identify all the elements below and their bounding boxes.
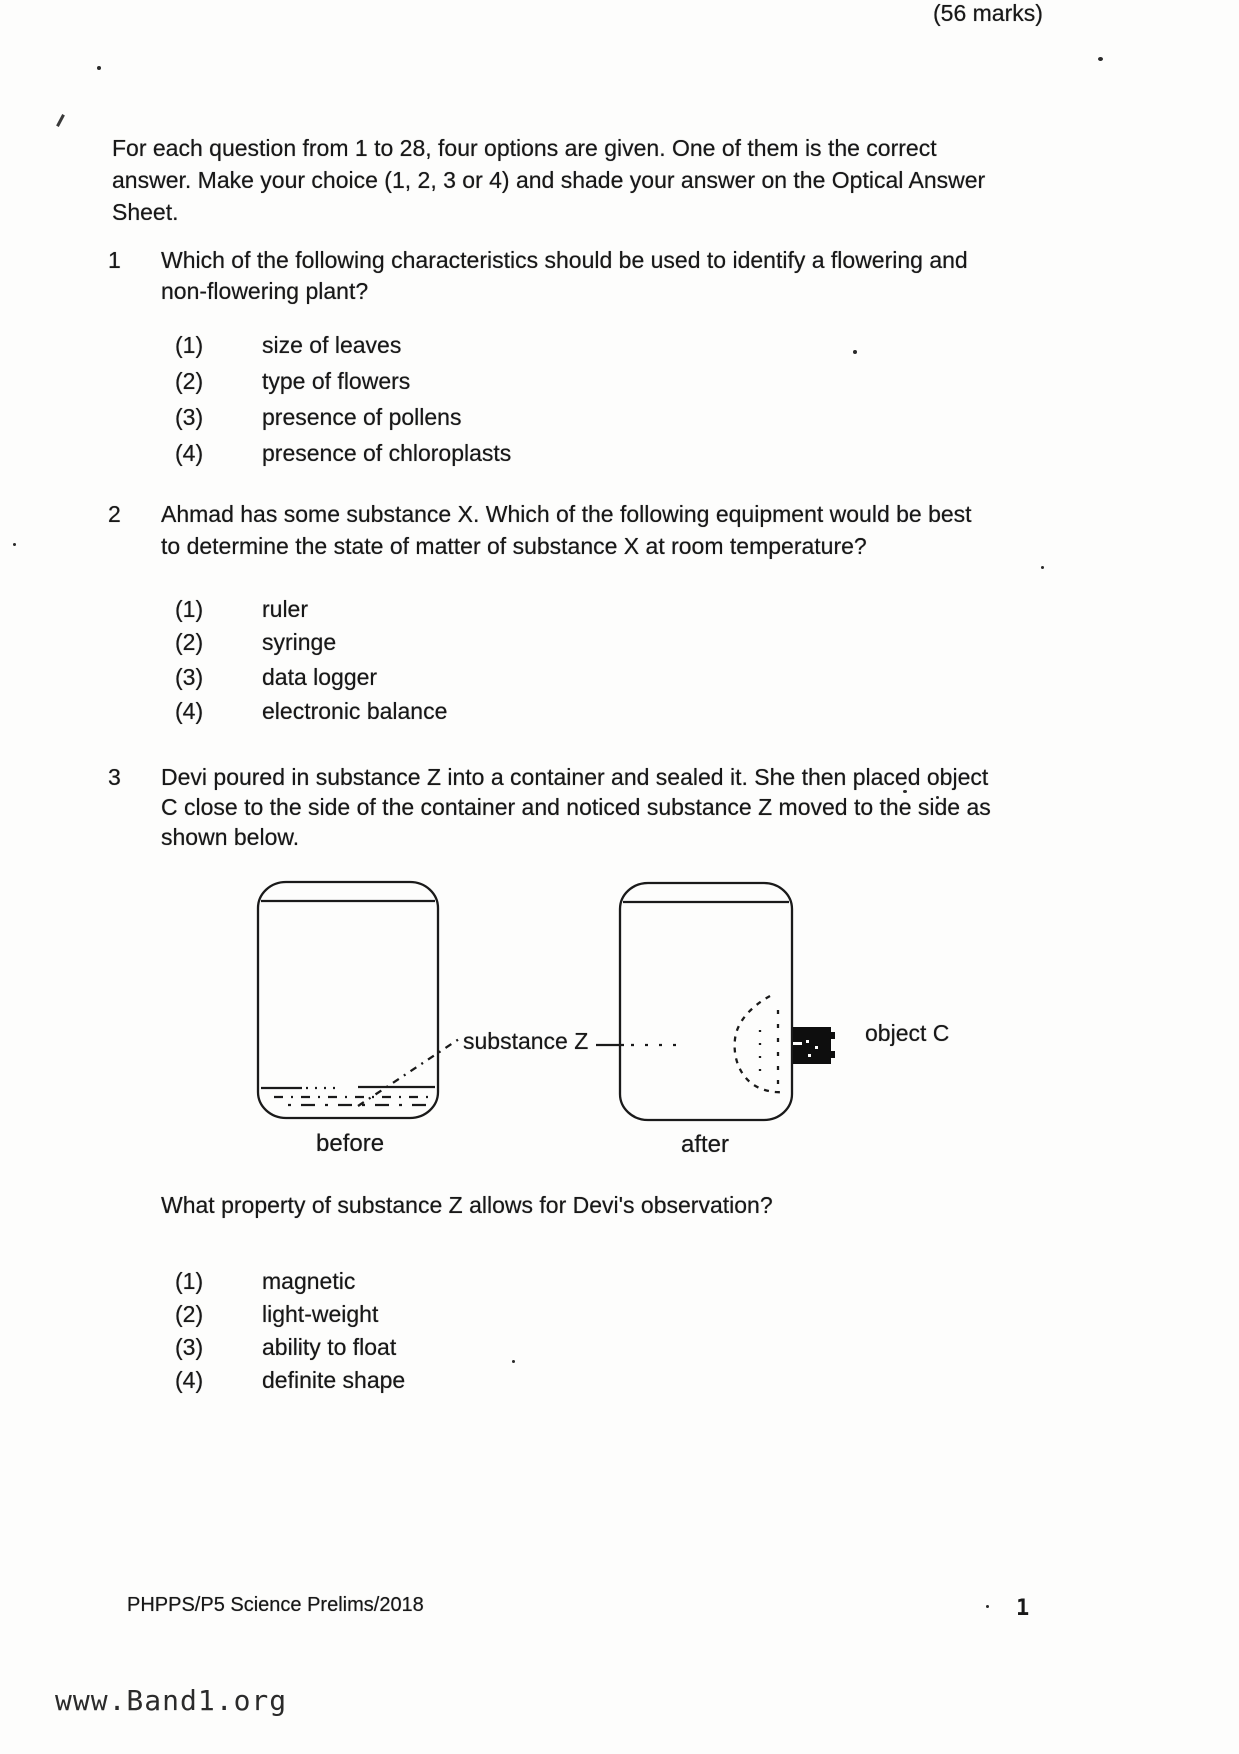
question-3-prompt: What property of substance Z allows for Devi's observation?	[161, 1192, 773, 1218]
scan-speck	[1098, 57, 1103, 61]
question-1-option-2	[175, 368, 410, 395]
question-3-option-1	[175, 1268, 355, 1295]
question-1-option-1	[175, 332, 401, 359]
document-reference: PHPPS/P5 Science Prelims/2018	[127, 1594, 424, 1616]
question-1-option-3	[175, 404, 461, 431]
instructions-line-3: Sheet.	[112, 199, 179, 225]
object-c-block	[793, 1027, 835, 1064]
option-marker: (4)	[175, 1367, 204, 1393]
option-marker: (2)	[175, 368, 204, 394]
container-before	[258, 882, 459, 1118]
option-text: ruler	[262, 596, 309, 622]
option-text: type of flowers	[262, 368, 411, 394]
question-3-text-line-3: shown below.	[161, 824, 300, 850]
option-marker: (2)	[175, 1301, 204, 1327]
question-3-text-line-2: C close to the side of the container and noticed substance Z moved to the side as	[161, 794, 991, 820]
option-text: magnetic	[262, 1268, 356, 1294]
website-watermark: www.Band1.org	[55, 1684, 288, 1717]
scan-speck	[13, 543, 16, 546]
question-2-text-line-2: to determine the state of matter of substance X at room temperature?	[161, 533, 867, 559]
option-marker: (4)	[175, 440, 204, 466]
scan-speck	[512, 1360, 515, 1363]
substance-z-gathered	[735, 996, 783, 1092]
container-after	[620, 883, 835, 1120]
question-2-option-1	[175, 596, 308, 623]
page-number: 1	[1016, 1596, 1030, 1621]
option-marker: (3)	[175, 664, 204, 690]
option-marker: (3)	[175, 1334, 204, 1360]
option-text: ability to float	[262, 1334, 397, 1360]
instructions-line-1: For each question from 1 to 28, four options are given. One of them is the correct	[112, 135, 937, 161]
substance-z-bottom-layer	[261, 1087, 435, 1105]
option-text: presence of pollens	[262, 404, 462, 430]
instructions-line-2: answer. Make your choice (1, 2, 3 or 4) and shade your answer on the Optical Answer	[112, 167, 986, 193]
option-text: definite shape	[262, 1367, 406, 1393]
question-1-text-line-1: Which of the following characteristics should be used to identify a flowering and	[161, 247, 968, 273]
question-3-number: 3	[108, 764, 121, 790]
question-3-option-4	[175, 1367, 405, 1394]
question-3-option-3	[175, 1334, 396, 1361]
object-c-label: object C	[865, 1020, 950, 1046]
question-2-number: 2	[108, 501, 121, 527]
option-marker: (1)	[175, 1268, 204, 1294]
scan-speck	[986, 1605, 989, 1608]
question-2-option-3	[175, 664, 377, 691]
before-caption: before	[316, 1130, 385, 1157]
after-caption: after	[681, 1131, 730, 1158]
option-text: presence of chloroplasts	[262, 440, 512, 466]
scan-speck	[97, 66, 101, 70]
scan-speck	[853, 350, 857, 354]
question-2-text-line-1: Ahmad has some substance X. Which of the following equipment would be best	[161, 501, 972, 527]
question-3-text-line-1: Devi poured in substance Z into a container and sealed it. She then placed object	[161, 764, 989, 790]
option-text: light-weight	[262, 1301, 379, 1327]
option-marker: (2)	[175, 629, 204, 655]
question-2-option-2	[175, 629, 336, 656]
option-text: electronic balance	[262, 698, 448, 724]
option-text: syringe	[262, 629, 337, 655]
marks-total: (56 marks)	[933, 0, 1043, 26]
scan-speck	[1041, 566, 1044, 569]
option-marker: (1)	[175, 332, 204, 358]
substance-z-label: substance Z	[463, 1028, 589, 1054]
option-text: data logger	[262, 664, 378, 690]
option-text: size of leaves	[262, 332, 402, 358]
question-1-option-4	[175, 440, 511, 467]
question-3-option-2	[175, 1301, 378, 1328]
question-1-number: 1	[108, 247, 121, 273]
question-2-option-4	[175, 698, 447, 725]
option-marker: (3)	[175, 404, 204, 430]
option-marker: (4)	[175, 698, 204, 724]
scan-speck	[56, 114, 65, 127]
option-marker: (1)	[175, 596, 204, 622]
question-1-text-line-2: non-flowering plant?	[161, 278, 369, 304]
